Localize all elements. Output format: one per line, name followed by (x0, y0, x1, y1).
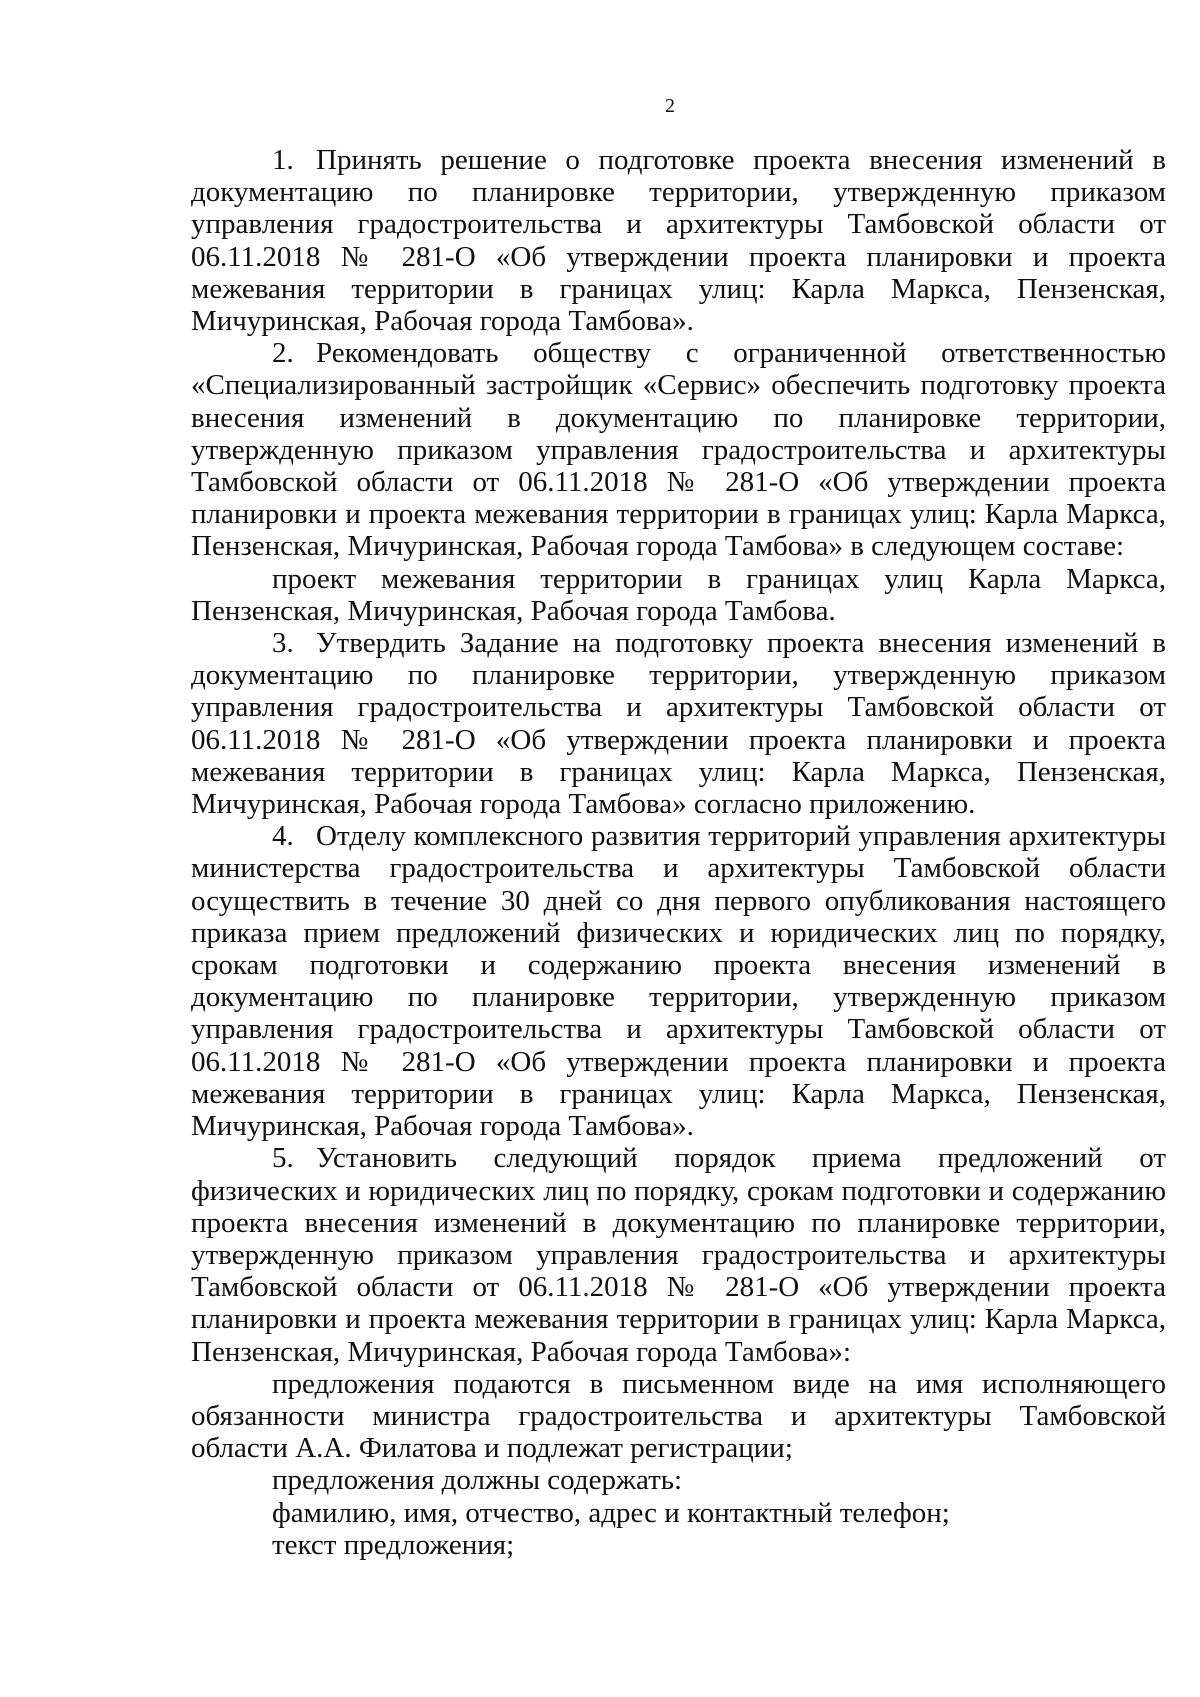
paragraph-5 (191, 1142, 1166, 1367)
paragraph-number: 4. (272, 820, 294, 853)
page-number: 2 (665, 95, 675, 117)
paragraph-text: Рекомендовать обществу с ограниченной ответственностью «Специализированный застройщик «Сервис» обеспечить подготовку проекта внесения изменений в документацию по планировке территории, утвержденную приказом управления градостроительства и архитектуры Тамбовской области от 06.11.2018 № 281-О «Об утверждении проекта планировки и проекта межевания территории в границах улиц: Карла Маркса, Пензенская, Мичуринская, Рабочая города Тамбова» в следующем составе: (191, 337, 1166, 563)
paragraph-4 (191, 820, 1166, 1142)
paragraph-1 (191, 144, 1166, 337)
list-item: текст предложения; (272, 1528, 515, 1561)
paragraph-text: Установить следующий порядок приема предложений от физических и юридических лиц по порядку, срокам подготовки и содержанию проекта внесения изменений в документацию по планировке территории, утвержденную приказом управления градостроительства и архитектуры Тамбовской области от 06.11.2018 № 281-О «Об утверждении проекта планировки и проекта межевания территории в границах улиц: Карла Маркса, Пензенская, Мичуринская, Рабочая города Тамбова»: (191, 1142, 1166, 1368)
paragraph-text: Отделу комплексного развития территорий управления архитектуры министерства градостроительства и архитектуры Тамбовской области осуществить в течение 30 дней со дня первого опубликования настоящего приказа прием предложений физических и юридических лиц по порядку, срокам подготовки и содержанию проекта внесения изменений в документацию по планировке территории, утвержденную приказом управления градостроительства и архитектуры Тамбовской области от 06.11.2018 № 281-О «Об утверждении проекта планировки и проекта межевания территории в границах улиц: Карла Маркса, Пензенская, Мичуринская, Рабочая города Тамбова». (191, 820, 1166, 1143)
list-item: фамилию, имя, отчество, адрес и контактный телефон; (272, 1496, 950, 1529)
paragraph-text: Принять решение о подготовке проекта внесения изменений в документацию по планировке территории, утвержденную приказом управления градостроительства и архитектуры Тамбовской области от 06.11.2018 № 281-О «Об утверждении проекта планировки и проекта межевания территории в границах улиц: Карла Маркса, Пензенская, Мичуринская, Рабочая города Тамбова». (191, 144, 1166, 338)
document-body (191, 144, 1166, 1561)
paragraph-2 (191, 337, 1166, 562)
paragraph-2-subitem: проект межевания территории в границах улиц Карла Маркса, Пензенская, Мичуринская, Рабочая города Тамбова. (191, 562, 1166, 627)
paragraph-number: 5. (272, 1142, 294, 1175)
paragraph-number: 2. (272, 337, 294, 370)
paragraph-3 (191, 627, 1166, 820)
paragraph-number: 1. (272, 144, 294, 176)
paragraph-text: Утвердить Задание на подготовку проекта внесения изменений в документацию по планировке территории, утвержденную приказом управления градостроительства и архитектуры Тамбовской области от 06.11.2018 № 281-О «Об утверждении проекта планировки и проекта межевания территории в границах улиц: Карла Маркса, Пензенская, Мичуринская, Рабочая города Тамбова» согласно приложению. (191, 627, 1166, 821)
list-item: предложения должны содержать: (272, 1464, 683, 1497)
paragraph-number: 3. (272, 627, 294, 660)
list-item: предложения подаются в письменном виде на имя исполняющего обязанности министра градостроительства и архитектуры Тамбовской области А.А. Филатова и подлежат регистрации; (191, 1367, 1166, 1465)
